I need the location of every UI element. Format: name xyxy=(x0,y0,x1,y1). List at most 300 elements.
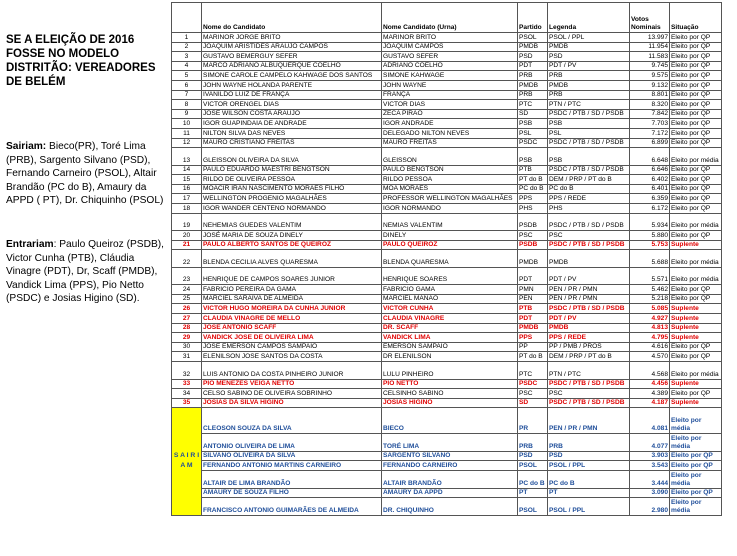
cell-nome: MOACIR IRAN NASCIMENTO MORAES FILHO xyxy=(202,184,382,194)
cell-votos: 4.187 xyxy=(630,398,670,408)
table-row xyxy=(172,148,722,166)
cell-partido: PTC xyxy=(518,100,548,110)
cell-situacao: Eleito por QP xyxy=(670,184,722,194)
cell-votos: 3.543 xyxy=(630,461,670,471)
cell-num: 28 xyxy=(172,323,202,333)
cell-num: 18 xyxy=(172,204,202,214)
entrariam-text: : Paulo Queiroz (PSDB), Victor Cunha (PTB), Cláudia Vinagre (PDT), Dr, Scaff (PMDB), Vandick Lima (PPS), Pio Netto (PSDC) e Josias Higino (SD). xyxy=(6,239,164,305)
cell-nome: WELLINGTON PROGENIO MAGALHÃES xyxy=(202,194,382,204)
cell-legenda: PSDC / PTB / SD / PSDB xyxy=(548,213,630,231)
table-row xyxy=(172,119,722,129)
cell-urna: MOA MORAES xyxy=(382,184,518,194)
cell-partido: PRB xyxy=(518,71,548,81)
cell-legenda: PPS / REDE xyxy=(548,194,630,204)
cell-urna: VICTOR CUNHA xyxy=(382,304,518,314)
cell-urna: JOSIAS HIGINO xyxy=(382,398,518,408)
cell-urna: JOAQUIM CAMPOS xyxy=(382,42,518,52)
cell-votos: 5.880 xyxy=(630,231,670,241)
cell-num: 3 xyxy=(172,52,202,62)
table-row xyxy=(172,165,722,175)
cell-nome: ALTAIR DE LIMA BRANDÃO xyxy=(202,471,382,489)
cell-num: 21 xyxy=(172,240,202,250)
cell-situacao: Eleito por QP xyxy=(670,119,722,129)
cell-urna: PAULO QUEIROZ xyxy=(382,240,518,250)
cell-situacao: Eleito por média xyxy=(670,434,722,452)
cell-votos: 8.320 xyxy=(630,100,670,110)
table-row-sairiam xyxy=(172,471,722,489)
results-table xyxy=(171,2,722,516)
cell-votos: 6.172 xyxy=(630,204,670,214)
cell-nome: AMAURY DE SOUZA FILHO xyxy=(202,488,382,498)
cell-num: 16 xyxy=(172,184,202,194)
cell-urna: PAULO BENGTSON xyxy=(382,165,518,175)
table-row xyxy=(172,304,722,314)
cell-nome: GUSTAVO BEMERGUY SEFER xyxy=(202,52,382,62)
cell-nome: MAURO CRISTIANO FREITAS xyxy=(202,138,382,148)
cell-votos: 3.444 xyxy=(630,471,670,489)
cell-situacao: Eleito por QP xyxy=(670,231,722,241)
cell-votos: 2.980 xyxy=(630,498,670,516)
cell-votos: 4.456 xyxy=(630,379,670,389)
cell-situacao: Eleito por QP xyxy=(670,488,722,498)
cell-nome: NEHEMIAS GUEDES VALENTIM xyxy=(202,213,382,231)
cell-votos: 4.795 xyxy=(630,333,670,343)
summary-panel xyxy=(6,0,166,556)
cell-nome: JOHN WAYNE HOLANDA PARENTE xyxy=(202,80,382,90)
table-row xyxy=(172,362,722,380)
cell-votos: 4.081 xyxy=(630,408,670,434)
cell-votos: 11.583 xyxy=(630,52,670,62)
cell-situacao: Eleito por QP xyxy=(670,175,722,185)
table-row xyxy=(172,213,722,231)
cell-num: 20 xyxy=(172,231,202,241)
sairiam-vertical-label: S A I R I A M xyxy=(172,408,202,515)
cell-nome: IGOR WANDER CENTENO NORMANDO xyxy=(202,204,382,214)
cell-situacao: Eleito por média xyxy=(670,213,722,231)
cell-partido: PSDB xyxy=(518,213,548,231)
cell-legenda: PMDB xyxy=(548,250,630,268)
cell-legenda: PRB xyxy=(548,90,630,100)
cell-situacao: Eleito por média xyxy=(670,362,722,380)
cell-legenda: PSB xyxy=(548,148,630,166)
cell-votos: 5.462 xyxy=(630,285,670,295)
cell-partido: PC do B xyxy=(518,471,548,489)
cell-nome: VANDICK JOSE DE OLIVEIRA LIMA xyxy=(202,333,382,343)
cell-legenda: PSDC / PTB / SD / PSDB xyxy=(548,240,630,250)
cell-nome: IVANILDO LUIZ DE FRANÇA xyxy=(202,90,382,100)
cell-partido: PHS xyxy=(518,204,548,214)
cell-num: 22 xyxy=(172,250,202,268)
cell-num: 2 xyxy=(172,42,202,52)
table-row xyxy=(172,71,722,81)
table-row xyxy=(172,184,722,194)
cell-urna: NEMIAS VALENTIM xyxy=(382,213,518,231)
cell-urna: FABRICIO GAMA xyxy=(382,285,518,295)
cell-situacao: Eleito por QP xyxy=(670,204,722,214)
cell-partido: PT xyxy=(518,488,548,498)
cell-urna: DR. SCAFF xyxy=(382,323,518,333)
cell-num: 35 xyxy=(172,398,202,408)
cell-num: 13 xyxy=(172,148,202,166)
table-row xyxy=(172,389,722,399)
cell-nome: PAULO EDUARDO MAESTRI BENGTSON xyxy=(202,165,382,175)
table-row xyxy=(172,33,722,43)
cell-urna: AMAURY DA APPD xyxy=(382,488,518,498)
table-row xyxy=(172,398,722,408)
table-row xyxy=(172,61,722,71)
cell-num: 33 xyxy=(172,379,202,389)
cell-partido: PPS xyxy=(518,333,548,343)
header-partido: Partido xyxy=(518,3,548,33)
cell-num: 32 xyxy=(172,362,202,380)
cell-urna: DR. CHIQUINHO xyxy=(382,498,518,516)
cell-votos: 5.753 xyxy=(630,240,670,250)
table-row xyxy=(172,285,722,295)
cell-nome: PAULO ALBERTO SANTOS DE QUEIROZ xyxy=(202,240,382,250)
cell-num: 24 xyxy=(172,285,202,295)
cell-nome: VICTOR ORENGEL DIAS xyxy=(202,100,382,110)
table-row-sairiam xyxy=(172,498,722,516)
table-row xyxy=(172,231,722,241)
cell-urna: PROFESSOR WELLINGTON MAGALHÃES xyxy=(382,194,518,204)
cell-votos: 13.997 xyxy=(630,33,670,43)
cell-situacao: Eleito por QP xyxy=(670,342,722,352)
table-row xyxy=(172,323,722,333)
cell-nome: JOSIAS DA SILVA HIGINO xyxy=(202,398,382,408)
cell-nome: MARCO ADRIANO ALBUQUERQUE COELHO xyxy=(202,61,382,71)
cell-num: 12 xyxy=(172,138,202,148)
cell-legenda: PSC xyxy=(548,389,630,399)
cell-votos: 6.648 xyxy=(630,148,670,166)
cell-num: 9 xyxy=(172,109,202,119)
table-row xyxy=(172,294,722,304)
cell-legenda: PMDB xyxy=(548,42,630,52)
cell-num: 17 xyxy=(172,194,202,204)
cell-votos: 5.571 xyxy=(630,267,670,285)
cell-situacao: Suplente xyxy=(670,304,722,314)
cell-partido: PTB xyxy=(518,165,548,175)
cell-num: 27 xyxy=(172,314,202,324)
cell-nome: IGOR GUAPINDAIA DE ANDRADE xyxy=(202,119,382,129)
cell-urna: IGOR ANDRADE xyxy=(382,119,518,129)
cell-legenda: PPS / REDE xyxy=(548,333,630,343)
table-row xyxy=(172,379,722,389)
cell-partido: PSOL xyxy=(518,461,548,471)
cell-legenda: PC do B xyxy=(548,184,630,194)
cell-urna: BLENDA QUARESMA xyxy=(382,250,518,268)
cell-urna: SIMONE KAHWAGE xyxy=(382,71,518,81)
cell-nome: MARCIEL SARAIVA DE ALMEIDA xyxy=(202,294,382,304)
cell-votos: 7.842 xyxy=(630,109,670,119)
cell-urna: MARCIEL MANÃO xyxy=(382,294,518,304)
sairiam-paragraph xyxy=(6,140,166,208)
cell-legenda: PSDC / PTB / SD / PSDB xyxy=(548,304,630,314)
cell-situacao: Eleito por QP xyxy=(670,294,722,304)
cell-partido: PTB xyxy=(518,304,548,314)
cell-num: 4 xyxy=(172,61,202,71)
cell-num: 6 xyxy=(172,80,202,90)
cell-situacao: Suplente xyxy=(670,333,722,343)
cell-situacao: Suplente xyxy=(670,314,722,324)
cell-partido: PSB xyxy=(518,148,548,166)
cell-nome: RILDO DE OLIVEIRA PESSOA xyxy=(202,175,382,185)
cell-urna: SARGENTO SILVANO xyxy=(382,451,518,461)
cell-legenda: PDT / PV xyxy=(548,314,630,324)
entrariam-label: Entrariam xyxy=(6,239,54,250)
cell-num: 34 xyxy=(172,389,202,399)
cell-num: 26 xyxy=(172,304,202,314)
cell-legenda: PEN / PR / PMN xyxy=(548,408,630,434)
cell-legenda: PMDB xyxy=(548,80,630,90)
cell-legenda: PSC xyxy=(548,231,630,241)
cell-situacao: Eleito por QP xyxy=(670,71,722,81)
cell-situacao: Eleito por média xyxy=(670,408,722,434)
cell-num: 1 xyxy=(172,33,202,43)
cell-votos: 7.172 xyxy=(630,128,670,138)
table-row-sairiam xyxy=(172,488,722,498)
cell-partido: PMDB xyxy=(518,250,548,268)
cell-num: 25 xyxy=(172,294,202,304)
cell-urna: BIECO xyxy=(382,408,518,434)
cell-nome: JOSE EMERSON CAMPOS SAMPAIO xyxy=(202,342,382,352)
cell-urna: PIO NETTO xyxy=(382,379,518,389)
cell-partido: PSL xyxy=(518,128,548,138)
cell-situacao: Eleito por QP xyxy=(670,33,722,43)
cell-legenda: PDT / PV xyxy=(548,61,630,71)
cell-nome: JOAQUIM ARISTIDES ARAUJO CAMPOS xyxy=(202,42,382,52)
cell-num: 15 xyxy=(172,175,202,185)
cell-votos: 4.616 xyxy=(630,342,670,352)
cell-situacao: Eleito por QP xyxy=(670,61,722,71)
header-votos: Votos Nominais xyxy=(630,3,670,33)
cell-nome: GLEISSON OLIVEIRA DA SILVA xyxy=(202,148,382,166)
cell-situacao: Eleito por QP xyxy=(670,109,722,119)
table-row-sairiam xyxy=(172,451,722,461)
cell-legenda: PSDC / PTB / SD / PSDB xyxy=(548,109,630,119)
cell-legenda: PSD xyxy=(548,451,630,461)
cell-partido: PC do B xyxy=(518,184,548,194)
cell-nome: ELENILSON JOSE SANTOS DA COSTA xyxy=(202,352,382,362)
cell-partido: PSC xyxy=(518,389,548,399)
cell-nome: ANTONIO OLIVEIRA DE LIMA xyxy=(202,434,382,452)
cell-urna: ZECA PIRÃO xyxy=(382,109,518,119)
cell-nome: CLEOSON SOUZA DA SILVA xyxy=(202,408,382,434)
cell-votos: 4.389 xyxy=(630,389,670,399)
cell-nome: JOSE WILSON COSTA ARAUJO xyxy=(202,109,382,119)
cell-votos: 6.899 xyxy=(630,138,670,148)
cell-votos: 3.903 xyxy=(630,451,670,461)
cell-votos: 6.402 xyxy=(630,175,670,185)
cell-situacao: Eleito por QP xyxy=(670,352,722,362)
cell-legenda: PSOL / PPL xyxy=(548,498,630,516)
cell-urna: FERNANDO CARNEIRO xyxy=(382,461,518,471)
cell-partido: PMDB xyxy=(518,42,548,52)
cell-legenda: PSOL / PPL xyxy=(548,33,630,43)
cell-urna: RILDO PESSOA xyxy=(382,175,518,185)
table-row xyxy=(172,333,722,343)
cell-situacao: Suplente xyxy=(670,398,722,408)
cell-legenda: DEM / PRP / PT do B xyxy=(548,175,630,185)
cell-legenda: PDT / PV xyxy=(548,267,630,285)
cell-votos: 6.359 xyxy=(630,194,670,204)
cell-partido: PSD xyxy=(518,52,548,62)
table-row-sairiam xyxy=(172,461,722,471)
cell-legenda: DEM / PRP / PT do B xyxy=(548,352,630,362)
cell-situacao: Eleito por QP xyxy=(670,165,722,175)
cell-urna: LULU PINHEIRO xyxy=(382,362,518,380)
cell-nome: FABRICIO PEREIRA DA GAMA xyxy=(202,285,382,295)
cell-situacao: Eleito por QP xyxy=(670,451,722,461)
cell-partido: PRB xyxy=(518,90,548,100)
cell-partido: PDT xyxy=(518,61,548,71)
sairiam-text: Bieco(PR), Toré Lima (PRB), Sargento Silvano (PSD), Fernando Carneiro (PSOL), Altair Brandão (PC do B), Amaury da APPD ( PT), Dr. Chiquinho (PSOL) xyxy=(6,141,164,207)
cell-votos: 3.090 xyxy=(630,488,670,498)
cell-urna: FRANÇA xyxy=(382,90,518,100)
cell-nome: LUIS ANTONIO DA COSTA PINHEIRO JUNIOR xyxy=(202,362,382,380)
cell-votos: 4.813 xyxy=(630,323,670,333)
table-row xyxy=(172,175,722,185)
cell-situacao: Eleito por QP xyxy=(670,90,722,100)
cell-partido: PDT xyxy=(518,314,548,324)
cell-votos: 5.688 xyxy=(630,250,670,268)
cell-situacao: Eleito por QP xyxy=(670,138,722,148)
cell-urna: TORÉ LIMA xyxy=(382,434,518,452)
cell-nome: CELSO SABINO DE OLIVEIRA SOBRINHO xyxy=(202,389,382,399)
cell-partido: PTC xyxy=(518,362,548,380)
table-row xyxy=(172,342,722,352)
table-row xyxy=(172,52,722,62)
cell-situacao: Suplente xyxy=(670,240,722,250)
table-row xyxy=(172,138,722,148)
cell-votos: 11.954 xyxy=(630,42,670,52)
cell-urna: DELEGADO NILTON NEVES xyxy=(382,128,518,138)
cell-legenda: PC do B xyxy=(548,471,630,489)
cell-legenda: PSB xyxy=(548,119,630,129)
cell-legenda: PSOL / PPL xyxy=(548,461,630,471)
cell-urna: MAURO FREITAS xyxy=(382,138,518,148)
cell-legenda: PSDC / PTB / SD / PSDB xyxy=(548,398,630,408)
cell-urna: DINELY xyxy=(382,231,518,241)
cell-situacao: Eleito por QP xyxy=(670,461,722,471)
table-header-row xyxy=(172,3,722,33)
table-row-sairiam xyxy=(172,434,722,452)
cell-nome: MARINOR JORGE BRITO xyxy=(202,33,382,43)
cell-votos: 9.132 xyxy=(630,80,670,90)
cell-nome: FRANCISCO ANTONIO GUIMARÃES DE ALMEIDA xyxy=(202,498,382,516)
cell-legenda: PEN / PR / PMN xyxy=(548,294,630,304)
cell-legenda: PP / PMB / PROS xyxy=(548,342,630,352)
cell-num: 30 xyxy=(172,342,202,352)
cell-partido: SD xyxy=(518,398,548,408)
cell-situacao: Eleito por média xyxy=(670,148,722,166)
cell-urna: DR ELENILSON xyxy=(382,352,518,362)
cell-partido: PDT xyxy=(518,267,548,285)
cell-num: 19 xyxy=(172,213,202,231)
cell-legenda: PSD xyxy=(548,52,630,62)
header-nome: Nome do Candidato xyxy=(202,3,382,33)
cell-nome: NILTON SILVA DAS NEVES xyxy=(202,128,382,138)
cell-situacao: Suplente xyxy=(670,323,722,333)
cell-partido: PSB xyxy=(518,119,548,129)
entrariam-paragraph xyxy=(6,238,166,306)
cell-partido: PT do B xyxy=(518,352,548,362)
table-row xyxy=(172,109,722,119)
table-row xyxy=(172,128,722,138)
cell-situacao: Eleito por média xyxy=(670,250,722,268)
cell-votos: 6.646 xyxy=(630,165,670,175)
cell-partido: PR xyxy=(518,408,548,434)
results-table-container xyxy=(171,2,721,516)
table-row xyxy=(172,250,722,268)
cell-nome: VICTOR HUGO MOREIRA DA CUNHA JUNIOR xyxy=(202,304,382,314)
cell-num: 5 xyxy=(172,71,202,81)
cell-situacao: Eleito por QP xyxy=(670,285,722,295)
cell-situacao: Eleito por QP xyxy=(670,389,722,399)
header-num xyxy=(172,3,202,33)
cell-urna: GUSTAVO SEFER xyxy=(382,52,518,62)
cell-legenda: PSDC / PTB / SD / PSDB xyxy=(548,379,630,389)
cell-situacao: Suplente xyxy=(670,379,722,389)
cell-votos: 9.575 xyxy=(630,71,670,81)
table-row xyxy=(172,100,722,110)
cell-urna: JOHN WAYNE xyxy=(382,80,518,90)
cell-partido: PP xyxy=(518,342,548,352)
table-row xyxy=(172,80,722,90)
cell-urna: GLEISSON xyxy=(382,148,518,166)
cell-partido: PSDC xyxy=(518,138,548,148)
cell-num: 23 xyxy=(172,267,202,285)
cell-num: 29 xyxy=(172,333,202,343)
cell-legenda: PSL xyxy=(548,128,630,138)
cell-nome: JOSE ANTONIO SCAFF xyxy=(202,323,382,333)
cell-votos: 5.934 xyxy=(630,213,670,231)
cell-partido: PMDB xyxy=(518,80,548,90)
cell-votos: 5.085 xyxy=(630,304,670,314)
cell-partido: PT do B xyxy=(518,175,548,185)
cell-partido: PEN xyxy=(518,294,548,304)
cell-num: 31 xyxy=(172,352,202,362)
cell-votos: 4.927 xyxy=(630,314,670,324)
cell-votos: 4.568 xyxy=(630,362,670,380)
header-situacao: Situação xyxy=(670,3,722,33)
cell-situacao: Eleito por QP xyxy=(670,52,722,62)
cell-votos: 4.570 xyxy=(630,352,670,362)
cell-situacao: Eleito por média xyxy=(670,267,722,285)
cell-situacao: Eleito por média xyxy=(670,498,722,516)
cell-partido: PSDB xyxy=(518,240,548,250)
cell-num: 14 xyxy=(172,165,202,175)
cell-legenda: PT xyxy=(548,488,630,498)
cell-nome: HENRIQUE DE CAMPOS SOARES JUNIOR xyxy=(202,267,382,285)
cell-urna: EMERSON SAMPAIO xyxy=(382,342,518,352)
cell-urna: VANDICK LIMA xyxy=(382,333,518,343)
cell-votos: 9.745 xyxy=(630,61,670,71)
cell-situacao: Eleito por média xyxy=(670,471,722,489)
table-row xyxy=(172,194,722,204)
table-row xyxy=(172,267,722,285)
cell-partido: PSD xyxy=(518,451,548,461)
cell-situacao: Eleito por QP xyxy=(670,42,722,52)
cell-votos: 6.401 xyxy=(630,184,670,194)
cell-partido: PPS xyxy=(518,194,548,204)
cell-situacao: Eleito por QP xyxy=(670,100,722,110)
cell-votos: 4.077 xyxy=(630,434,670,452)
cell-partido: PSOL xyxy=(518,33,548,43)
cell-legenda: PHS xyxy=(548,204,630,214)
cell-nome: PIO MENEZES VEIGA NETTO xyxy=(202,379,382,389)
cell-legenda: PEN / PR / PMN xyxy=(548,285,630,295)
page-title: SE A ELEIÇÃO DE 2016 FOSSE NO MODELO DISTRITÃO: VEREADORES DE BELÉM xyxy=(6,34,156,88)
